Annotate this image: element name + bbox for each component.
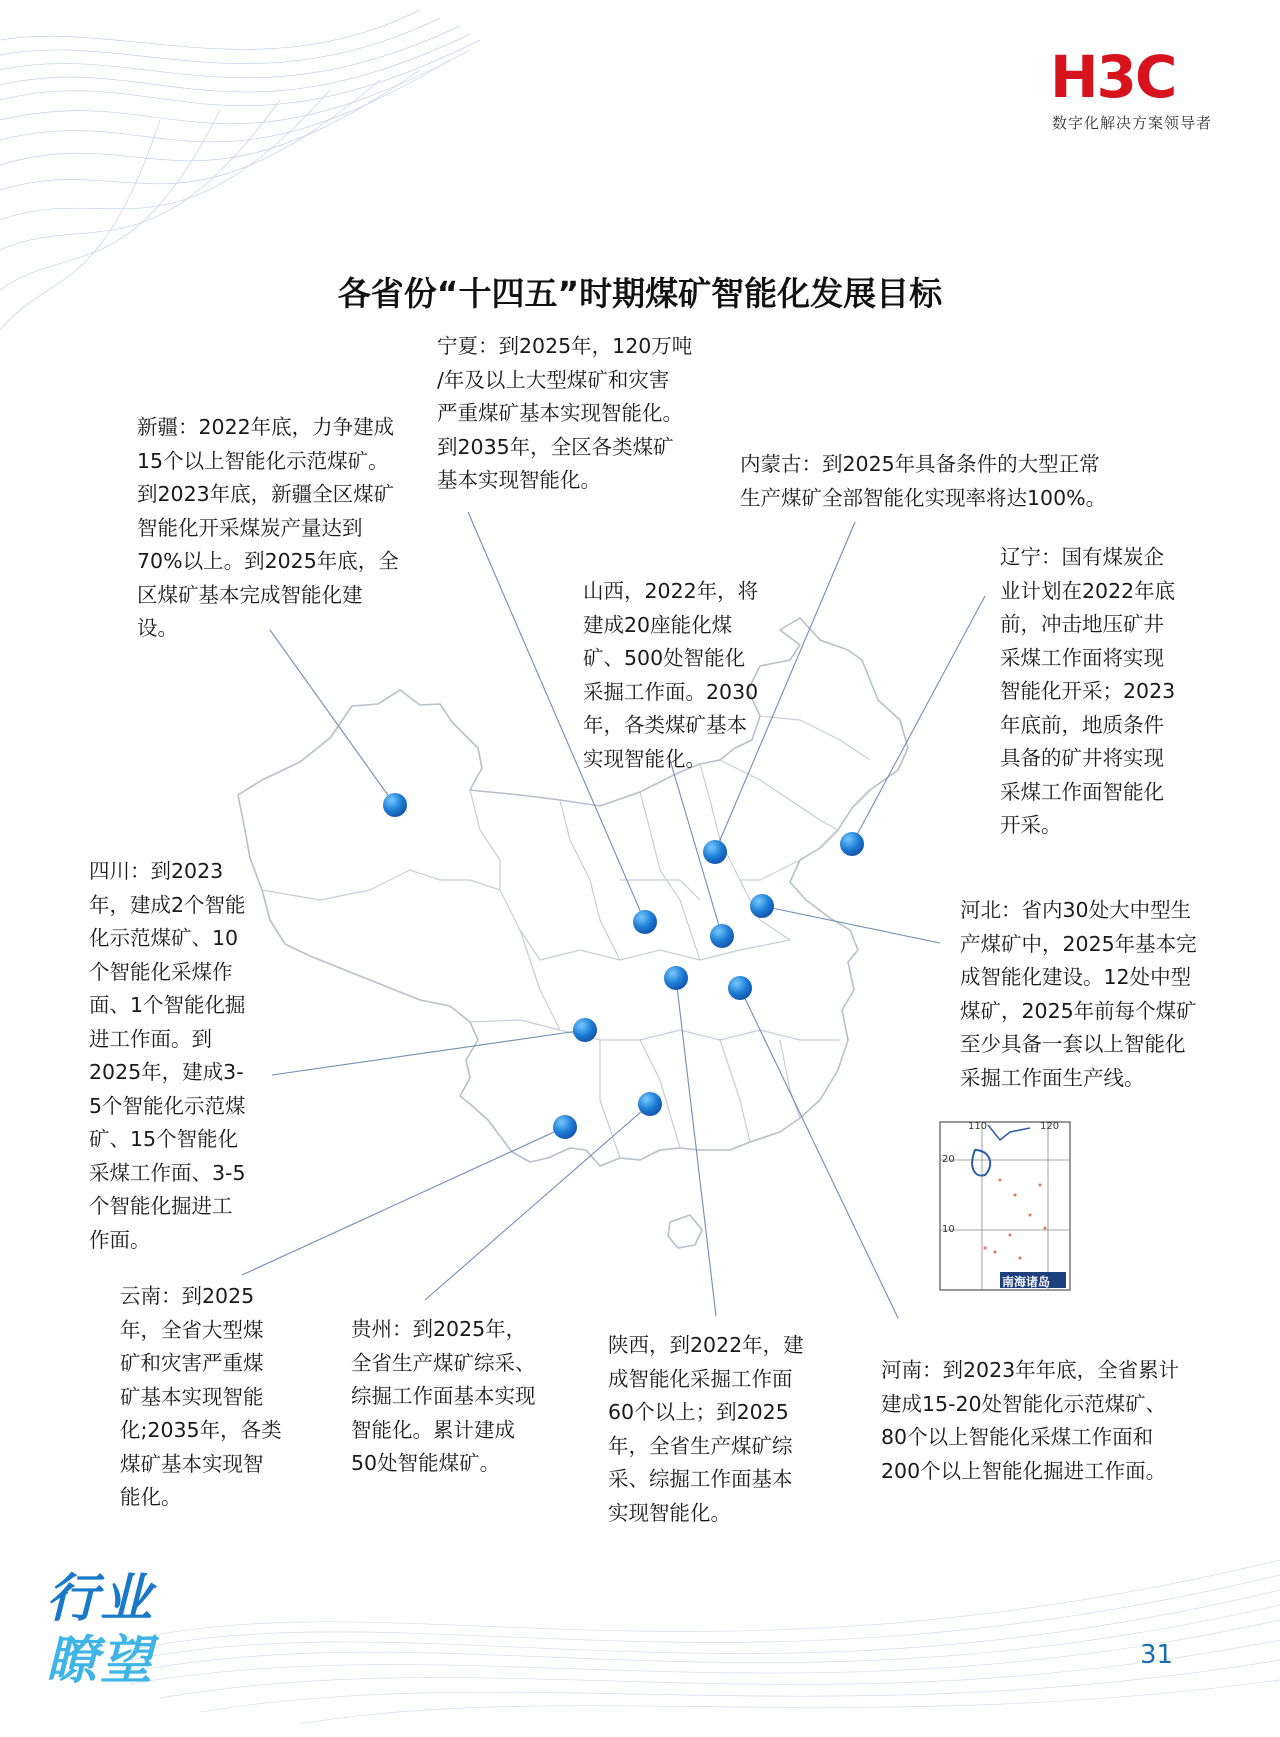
marker-guizhou [638, 1092, 662, 1116]
note-yunnan: 云南：到2025 年，全省大型煤 矿和灾害严重煤 矿基本实现智能 化;2035年，各类 煤矿基本实现智 能化。 [120, 1284, 282, 1509]
note-shanxi: 山西，2022年，将 建成20座能化煤 矿、500处智能化 采掘工作面。2030 年，各类煤矿基本 实现智能化。 [583, 579, 759, 771]
china-outline [238, 618, 908, 1248]
note-hebei: 河北：省内30处大中型生 产煤矿中，2025年基本完 成智能化建设。12处中型 煤矿，2025年前每个煤矿 至少具备一套以上智能化 采掘工作面生产线。 [960, 898, 1197, 1090]
inset-label: 南海诸岛 [1002, 1275, 1051, 1289]
page-title: 各省份“十四五”时期煤矿智能化发展目标 [337, 274, 943, 313]
page-number: 31 [1140, 1640, 1174, 1670]
note-sichuan: 四川：到2023 年，建成2个智能 化示范煤矿、10 个智能化采煤作 面、1个智能化掘 进工作面。到 2025年，建成3- 5个智能化示范煤 矿、15个智能化 采煤工作面、3-5 个智能化掘进工 作面。 [89, 859, 246, 1252]
inset-lon-right: 120 [1040, 1121, 1060, 1132]
note-guizhou: 贵州：到2025年， 全省生产煤矿综采、 综掘工作面基本实现 智能化。累计建成 50处智能煤矿。 [351, 1317, 536, 1475]
inset-lat-mid: 10 [942, 1224, 955, 1235]
marker-liaoning [840, 832, 864, 856]
marker-neimenggu [703, 840, 727, 864]
marker-yunnan [553, 1115, 577, 1139]
column-brand-line1: 行业 [46, 1569, 155, 1629]
logo-tagline: 数字化解决方案领导者 [1052, 114, 1213, 132]
note-henan: 河南：到2023年年底，全省累计 建成15-20处智能化示范煤矿、 80个以上智能化采煤工作面和 200个以上智能化掘进工作面。 [881, 1358, 1180, 1483]
note-liaoning: 辽宁：国有煤炭企 业计划在2022年底 前，冲击地压矿井 采煤工作面将实现 智能化开采；2023 年底前，地质条件 具备的矿井将实现 采煤工作面智能化 开采。 [1000, 545, 1176, 837]
marker-hebei [750, 894, 774, 918]
note-shaanxi: 陕西，到2022年，建 成智能化采掘工作面 60个以上；到2025 年，全省生产煤矿综 采、综掘工作面基本 实现智能化。 [608, 1333, 804, 1525]
marker-ningxia [633, 910, 657, 934]
south-china-sea-inset [940, 1122, 1070, 1290]
marker-shaanxi [664, 966, 688, 990]
note-ningxia: 宁夏：到2025年，120万吨 /年及以上大型煤矿和灾害 严重煤矿基本实现智能化。 到2035年，全区各类煤矿 基本实现智能化。 [437, 334, 693, 492]
marker-shanxi [710, 924, 734, 948]
marker-henan [728, 976, 752, 1000]
marker-sichuan [573, 1018, 597, 1042]
marker-xinjiang [383, 793, 407, 817]
column-brand [46, 1568, 154, 1692]
h3c-logo: H3C [1050, 43, 1176, 111]
inset-lon-left: 110 [968, 1121, 988, 1132]
leader-line-yunnan [242, 1127, 565, 1275]
inset-lat-top: 20 [942, 1154, 955, 1165]
note-neimenggu: 内蒙古：到2025年具备条件的大型正常 生产煤矿全部智能化实现率将达100%。 [740, 452, 1107, 510]
column-brand-line2: 瞭望 [46, 1631, 155, 1691]
note-xinjiang: 新疆：2022年底，力争建成 15个以上智能化示范煤矿。 到2023年底，新疆全区煤矿 智能化开采煤炭产量达到 70%以上。到2025年底，全 区煤矿基本完成智能化建 设。 [137, 415, 399, 640]
